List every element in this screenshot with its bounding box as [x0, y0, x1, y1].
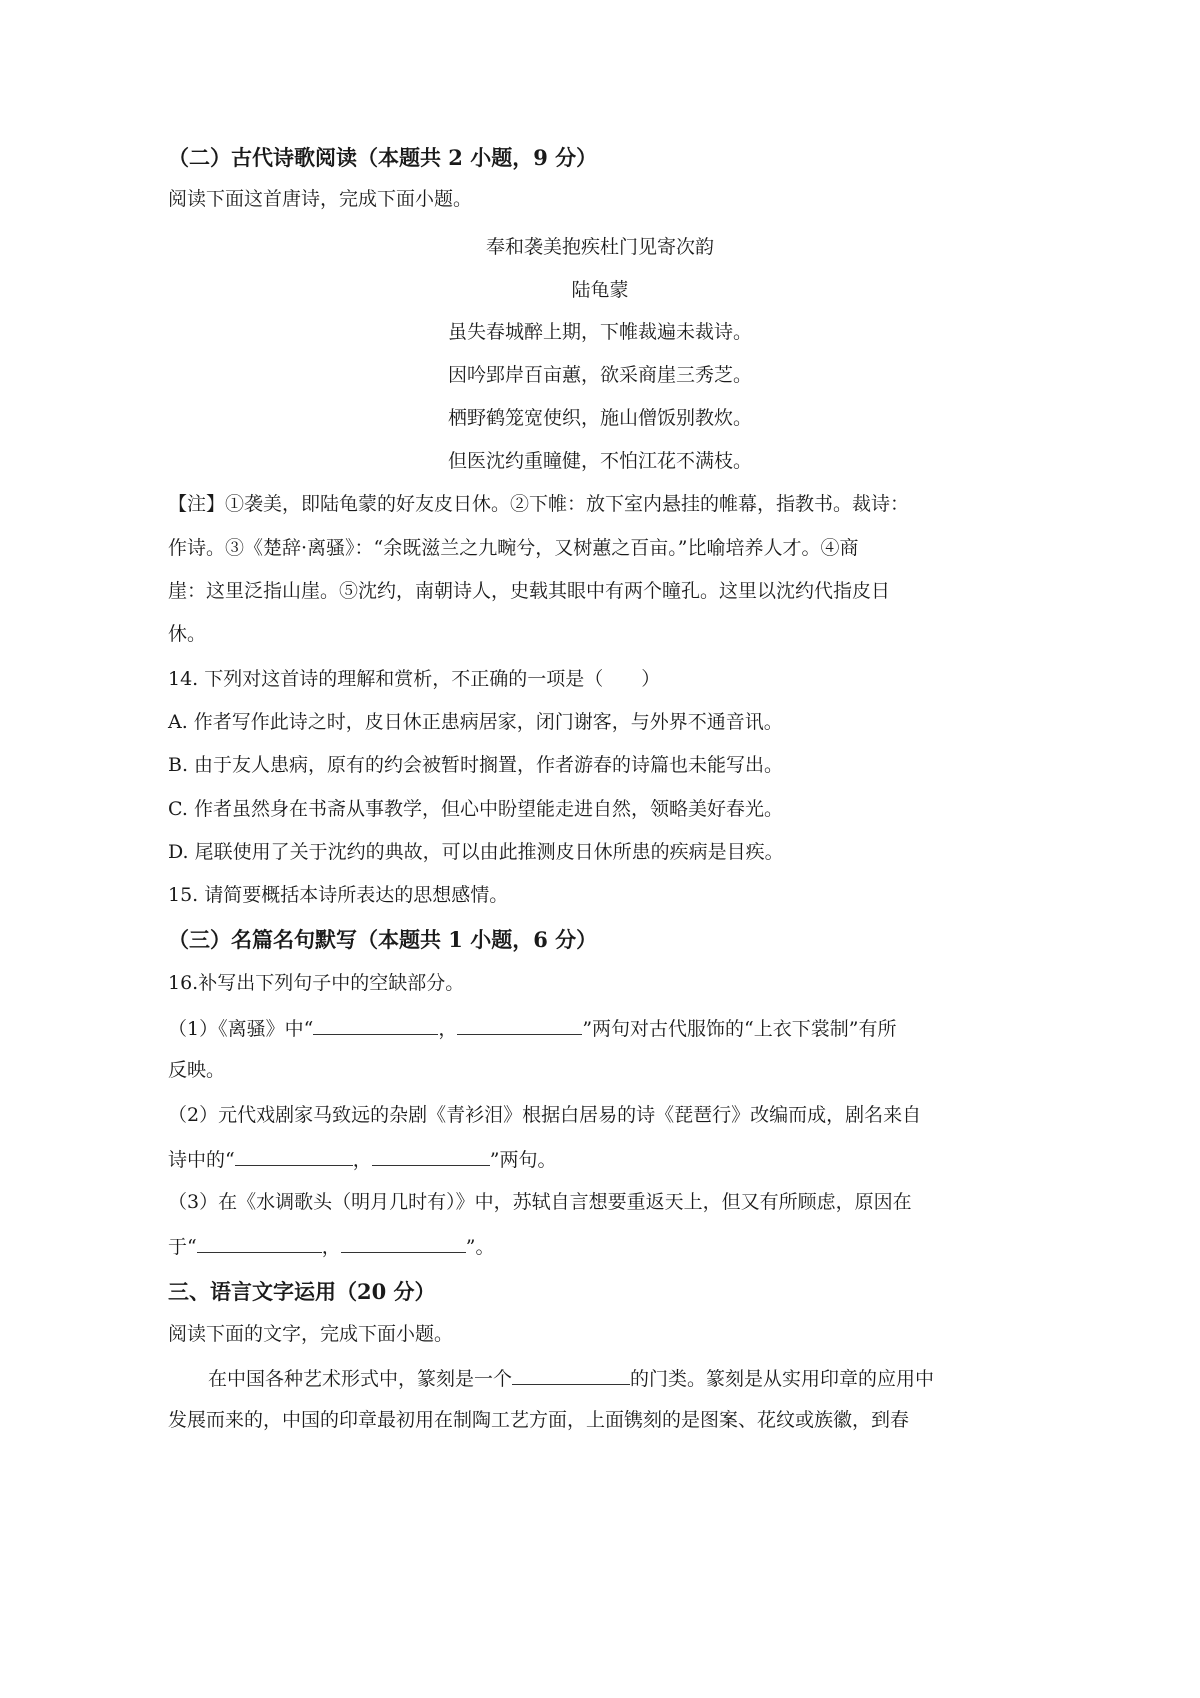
- poem-line: 因吟郢岸百亩蕙，欲采商崖三秀芝。: [447, 364, 752, 386]
- question-14-stem: 14. 下列对这首诗的理解和赏析，不正确的一项是（ ）: [168, 668, 661, 690]
- note-line: 作诗。③《楚辞·离骚》：“余既滋兰之九畹兮，又树蕙之百亩。”比喻培养人才。④商: [168, 537, 859, 559]
- poem-line: 虽失春城醉上期，下帷裁遍未裁诗。: [447, 321, 752, 343]
- poetry-intro: 阅读下面这首唐诗，完成下面小题。: [168, 188, 473, 210]
- poem-author: 陆龟蒙: [571, 279, 629, 301]
- question-15: 15. 请简要概括本诗所表达的思想感情。: [168, 884, 509, 906]
- dictation-item-2-cont: 诗中的“ ， ”两句。: [168, 1149, 557, 1171]
- answer-blank[interactable]: [341, 1236, 466, 1253]
- question-16: 16.补写出下列句子中的空缺部分。: [168, 972, 465, 994]
- answer-blank[interactable]: [512, 1368, 630, 1385]
- question-14-option-a: A. 作者写作此诗之时，皮日休正患病居家，闭门谢客，与外界不通音讯。: [168, 711, 783, 733]
- section-heading-poetry: （二）古代诗歌阅读（本题共 2 小题，9 分）: [168, 145, 598, 170]
- question-14-option-c: C. 作者虽然身在书斋从事教学，但心中盼望能走进自然，领略美好春光。: [168, 798, 783, 820]
- paragraph-line: 在中国各种艺术形式中，篆刻是一个 的门类。篆刻是从实用印章的应用中: [208, 1368, 935, 1390]
- poem-line: 但医沈约重瞳健，不怕江花不满枝。: [447, 450, 752, 472]
- answer-blank[interactable]: [372, 1149, 490, 1166]
- dictation-item-1-cont: 反映。: [168, 1059, 226, 1081]
- poem-line: 栖野鹤笼宽使织，施山僧饭别教炊。: [447, 407, 752, 429]
- dictation-item-1: （1）《离骚》中“ ， ”两句对古代服饰的“上衣下裳制”有所: [168, 1018, 897, 1040]
- note-line: 【注】①袭美，即陆龟蒙的好友皮日休。②下帷：放下室内悬挂的帷幕，指教书。裁诗：: [168, 493, 910, 515]
- poem-title: 奉和袭美抱疾杜门见寄次韵: [485, 236, 714, 258]
- dictation-item-3-cont: 于“ ， ”。: [168, 1236, 495, 1258]
- answer-blank[interactable]: [235, 1149, 353, 1166]
- question-14-option-d: D. 尾联使用了关于沈约的典故，可以由此推测皮日休所患的疾病是目疾。: [168, 841, 784, 863]
- note-line: 崖：这里泛指山崖。⑤沈约，南朝诗人，史载其眼中有两个瞳孔。这里以沈约代指皮日: [168, 580, 891, 602]
- dictation-item-2: （2）元代戏剧家马致远的杂剧《青衫泪》根据白居易的诗《琵琶行》改编而成，剧名来自: [168, 1104, 922, 1126]
- part-heading-language: 三、语言文字运用（20 分）: [168, 1279, 436, 1304]
- dictation-item-3: （3）在《水调歌头（明月几时有）》中，苏轼自言想要重返天上，但又有所顾虑，原因在: [168, 1191, 912, 1213]
- answer-blank[interactable]: [197, 1236, 322, 1253]
- paragraph-line: 发展而来的，中国的印章最初用在制陶工艺方面，上面镌刻的是图案、花纹或族徽，到春: [168, 1409, 910, 1431]
- answer-blank[interactable]: [457, 1018, 582, 1035]
- question-14-option-b: B. 由于友人患病，原有的约会被暂时搁置，作者游春的诗篇也未能写出。: [168, 754, 784, 776]
- section-heading-dictation: （三）名篇名句默写（本题共 1 小题，6 分）: [168, 927, 598, 952]
- language-intro: 阅读下面的文字，完成下面小题。: [168, 1323, 454, 1345]
- answer-blank[interactable]: [313, 1018, 438, 1035]
- note-line: 休。: [168, 623, 207, 645]
